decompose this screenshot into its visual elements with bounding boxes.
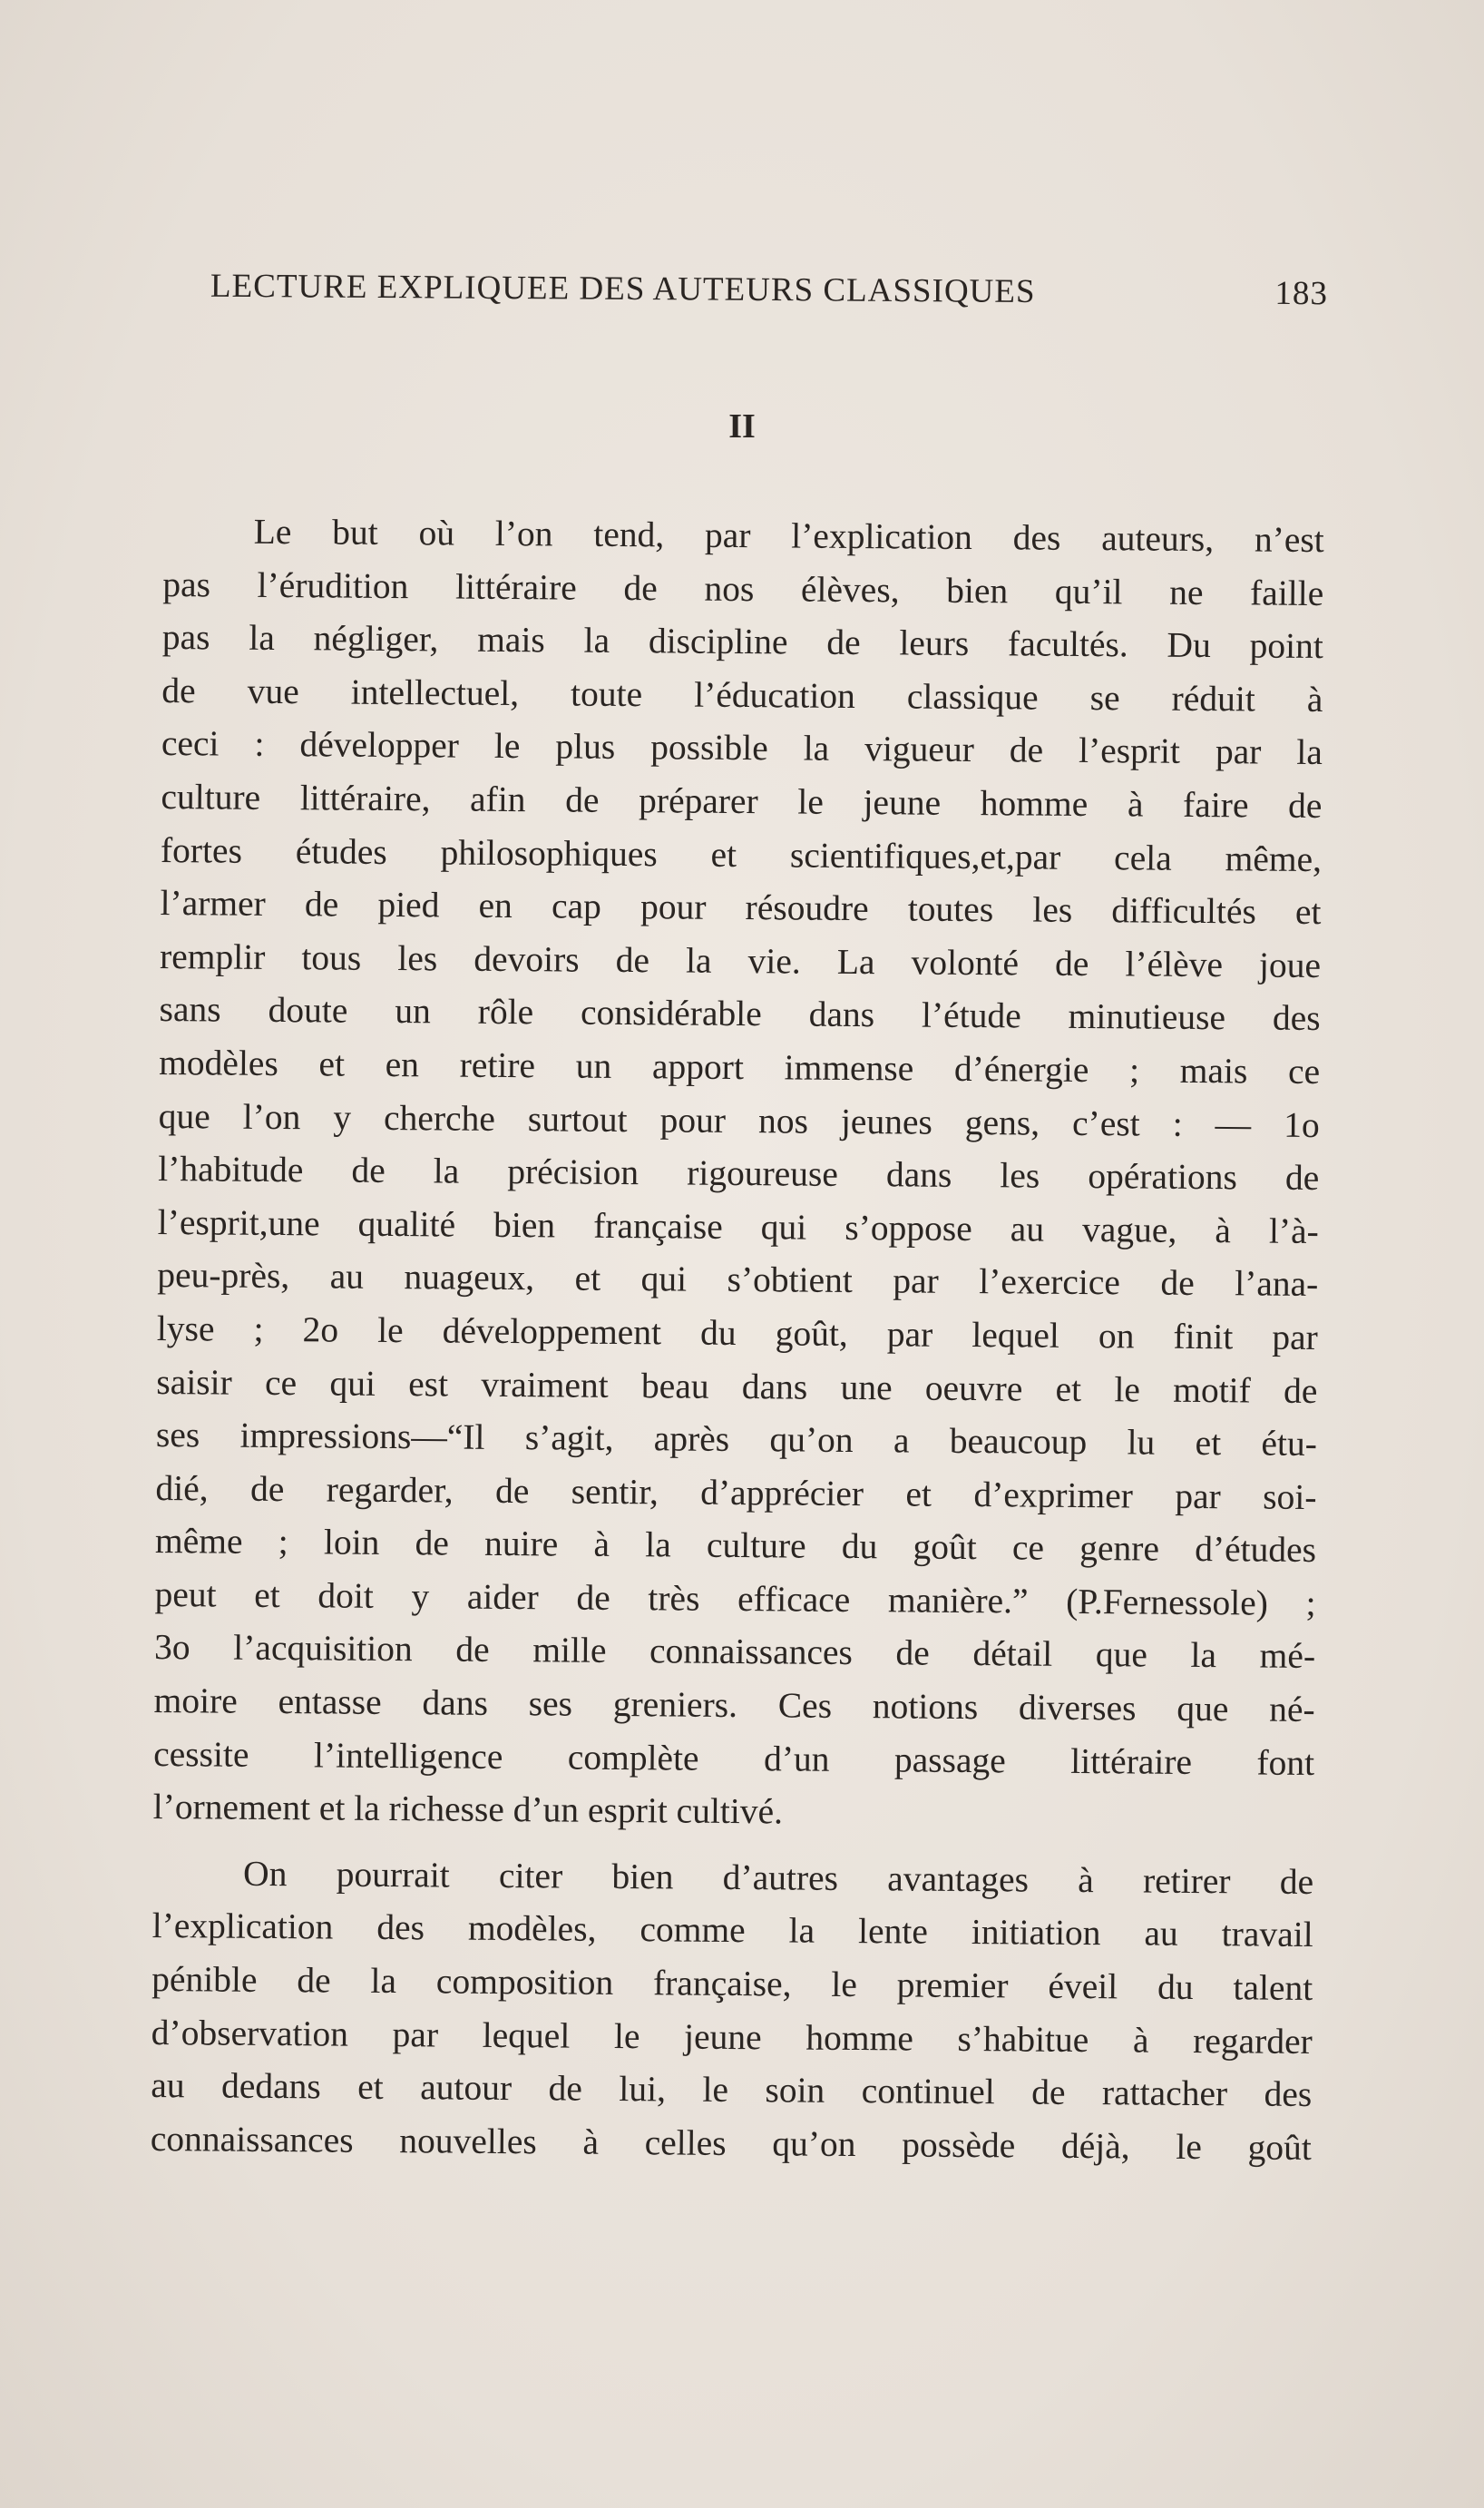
text-line: pas la négliger, mais la discipline de leurs facultés. Du point xyxy=(161,617,1323,667)
text-line: 3o l’acquisition de mille connaissances de détail que la mé- xyxy=(153,1627,1316,1677)
text-line: connaissances nouvelles à celles qu’on possède déjà, le goût xyxy=(150,2118,1312,2168)
paragraph-1 xyxy=(152,505,1323,1843)
text-line: modèles et en retire un apport immense d’énergie ; mais ce xyxy=(158,1042,1321,1092)
text-line: de vue intellectuel, toute l’éducation classique se réduit à xyxy=(161,670,1323,720)
text-line: Le but où l’on tend, par l’explication des auteurs, n’est xyxy=(253,511,1324,561)
text-line: l’esprit,une qualité bien française qui s’oppose au vague, à l’à- xyxy=(157,1201,1319,1251)
text-line: l’ornement et la richesse d’un esprit cultivé. xyxy=(152,1787,784,1832)
text-line: ses impressions—“Il s’agit, après qu’on a beaucoup lu et étu- xyxy=(155,1415,1318,1465)
running-head xyxy=(210,267,1328,314)
text-line: que l’on y cherche surtout pour nos jeunes gens, c’est : — 1o xyxy=(158,1095,1320,1145)
text-line: lyse ; 2o le développement du goût, par lequel on finit par xyxy=(156,1308,1319,1357)
text-line: pénible de la composition française, le premier éveil du talent xyxy=(151,1958,1313,2009)
page-number: 183 xyxy=(1274,274,1329,313)
text-line: ceci : développer le plus possible la vigueur de l’esprit par la xyxy=(161,723,1323,773)
text-line: l’armer de pied en cap pour résoudre toutes les difficultés et xyxy=(160,883,1322,933)
text-line: l’habitude de la précision rigoureuse dans les opérations de xyxy=(158,1149,1320,1199)
text-line: peut et doit y aider de très efficace manière.” (P.Fernessole) ; xyxy=(154,1573,1316,1623)
text-line: remplir tous les devoirs de la vie. La volonté de l’élève joue xyxy=(159,936,1322,985)
text-line: On pourrait citer bien d’autres avantages à retirer de xyxy=(242,1853,1314,1902)
text-line: cessite l’intelligence complète d’un passage littéraire font xyxy=(153,1733,1315,1783)
text-line: fortes études philosophiques et scientifiques,et,par cela même, xyxy=(160,829,1323,879)
paragraph-2 xyxy=(151,1847,1314,2175)
text-line: pas l’érudition littéraire de nos élèves, bien qu’il ne faille xyxy=(162,563,1324,613)
text-line: peu-près, au nuageux, et qui s’obtient par l’exercice de l’ana- xyxy=(157,1255,1319,1305)
text-line: moire entasse dans ses greniers. Ces notions diverses que né- xyxy=(153,1680,1315,1730)
body-text xyxy=(151,505,1324,2174)
section-number: II xyxy=(728,407,756,446)
text-line: sans doute un rôle considérable dans l’étude minutieuse des xyxy=(159,989,1321,1039)
text-line: même ; loin de nuire à la culture du goût ce genre d’études xyxy=(154,1521,1317,1571)
text-line: l’explication des modèles, comme la lente initiation au travail xyxy=(151,1905,1313,1955)
text-line: dié, de regarder, de sentir, d’apprécier et d’exprimer par soi- xyxy=(155,1467,1317,1517)
text-line: culture littéraire, afin de préparer le jeune homme à faire de xyxy=(161,776,1323,827)
text-line: d’observation par lequel le jeune homme s’habitue à regarder xyxy=(151,2012,1313,2062)
running-title: LECTURE EXPLIQUEE DES AUTEURS CLASSIQUES xyxy=(210,267,1036,311)
text-line: au dedans et autour de lui, le soin continuel de rattacher des xyxy=(151,2065,1313,2115)
text-line: saisir ce qui est vraiment beau dans une oeuvre et le motif de xyxy=(156,1361,1318,1411)
